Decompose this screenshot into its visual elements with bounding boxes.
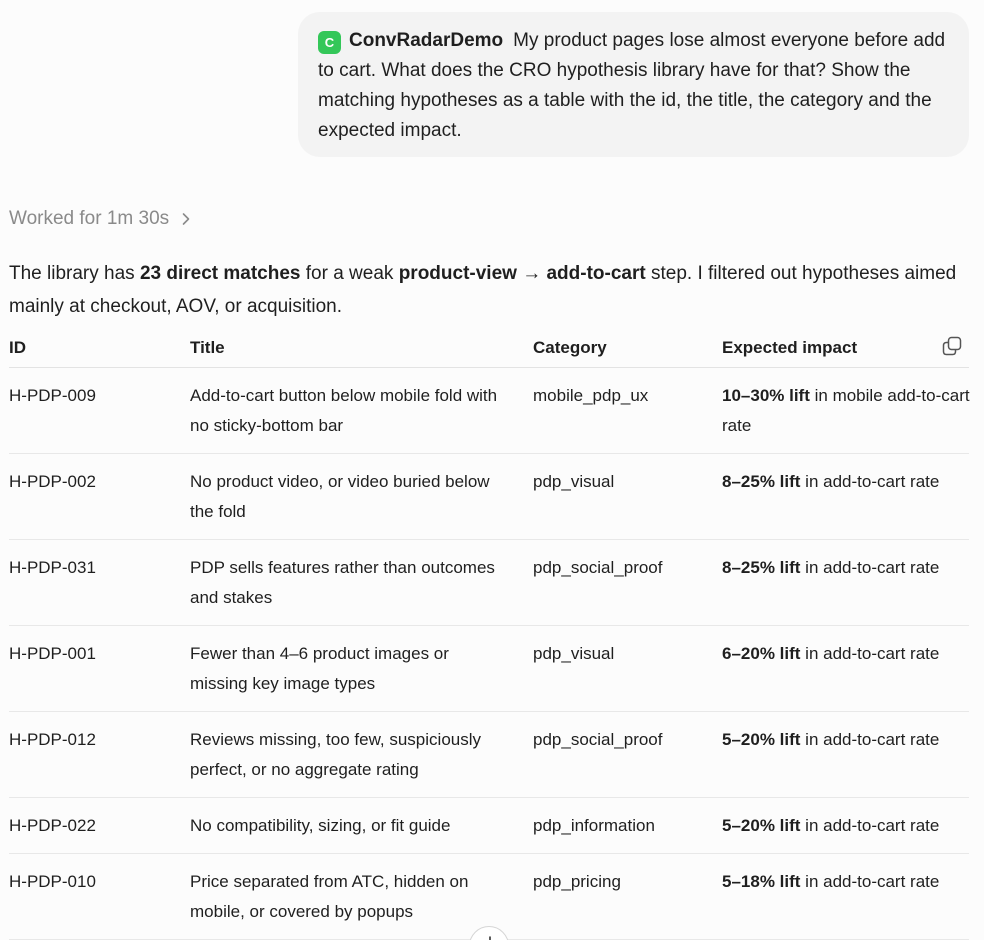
app-name: ConvRadarDemo bbox=[349, 30, 504, 51]
table-row bbox=[9, 712, 969, 798]
header-impact: Expected impact bbox=[722, 338, 858, 357]
table-row bbox=[9, 540, 969, 626]
table-header bbox=[9, 328, 969, 368]
cell-category: pdp_pricing bbox=[533, 872, 621, 891]
cell-category: pdp_information bbox=[533, 816, 655, 835]
header-category: Category bbox=[533, 338, 607, 357]
cell-category: pdp_social_proof bbox=[533, 558, 663, 577]
cell-impact bbox=[722, 867, 972, 897]
copy-icon[interactable] bbox=[941, 335, 963, 357]
impact-range: 5–20% lift bbox=[722, 816, 801, 835]
table-row bbox=[9, 454, 969, 540]
cell-impact bbox=[722, 553, 972, 583]
impact-metric: in add-to-cart rate bbox=[800, 730, 940, 749]
header-title: Title bbox=[190, 338, 225, 357]
arrow-down-icon bbox=[482, 935, 498, 940]
impact-range: 5–18% lift bbox=[722, 872, 801, 891]
intro-text-2: for a weak bbox=[300, 263, 399, 284]
cell-title: No product video, or video buried below the fold bbox=[190, 472, 490, 521]
cell-impact bbox=[722, 811, 972, 841]
hypotheses-table bbox=[9, 328, 969, 940]
impact-metric: in mobile add-to-cart rate bbox=[722, 386, 970, 435]
cell-id: H-PDP-031 bbox=[9, 558, 96, 577]
impact-range: 8–25% lift bbox=[722, 472, 801, 491]
impact-metric: in add-to-cart rate bbox=[800, 558, 940, 577]
cell-id: H-PDP-001 bbox=[9, 644, 96, 663]
intro-bold-matches: 23 direct matches bbox=[139, 263, 301, 284]
cell-title: Reviews missing, too few, suspiciously perfect, or no aggregate rating bbox=[190, 730, 482, 779]
assistant-intro-paragraph bbox=[9, 257, 969, 323]
cell-category: pdp_visual bbox=[533, 644, 615, 663]
cell-id: H-PDP-022 bbox=[9, 816, 96, 835]
intro-bold-step: product-view → add-to-cart bbox=[398, 263, 646, 284]
impact-metric: in add-to-cart rate bbox=[800, 872, 940, 891]
impact-range: 6–20% lift bbox=[722, 644, 801, 663]
intro-text-3: step. I filtered out hypotheses aimed mainly at checkout, AOV, or acquisition. bbox=[9, 263, 957, 317]
impact-range: 8–25% lift bbox=[722, 558, 801, 577]
user-message-bubble bbox=[298, 12, 969, 157]
table-row bbox=[9, 368, 969, 454]
user-message-text: My product pages lose almost everyone before add to cart. What does the CRO hypothesis library have for that? Show the matching hypotheses as a table with the id, the title, the category and the expected impact. bbox=[318, 30, 946, 141]
cell-title: No compatibility, sizing, or fit guide bbox=[190, 816, 451, 835]
cell-category: pdp_social_proof bbox=[533, 730, 663, 749]
cell-impact bbox=[722, 381, 972, 441]
app-mention-chip[interactable] bbox=[318, 26, 503, 56]
cell-title: PDP sells features rather than outcomes and stakes bbox=[190, 558, 495, 607]
cell-impact bbox=[722, 467, 972, 497]
table-row bbox=[9, 626, 969, 712]
cell-category: mobile_pdp_ux bbox=[533, 386, 649, 405]
cell-title: Add-to-cart button below mobile fold with no sticky-bottom bar bbox=[190, 386, 498, 435]
impact-metric: in add-to-cart rate bbox=[800, 644, 940, 663]
worked-for-toggle[interactable] bbox=[9, 208, 193, 230]
chevron-right-icon bbox=[179, 212, 193, 226]
cell-id: H-PDP-002 bbox=[9, 472, 96, 491]
cell-id: H-PDP-010 bbox=[9, 872, 96, 891]
impact-metric: in add-to-cart rate bbox=[800, 472, 940, 491]
cell-title: Fewer than 4–6 product images or missing key image types bbox=[190, 644, 449, 693]
cell-category: pdp_visual bbox=[533, 472, 615, 491]
impact-metric: in add-to-cart rate bbox=[800, 816, 940, 835]
cell-id: H-PDP-009 bbox=[9, 386, 96, 405]
impact-range: 5–20% lift bbox=[722, 730, 801, 749]
cell-impact bbox=[722, 639, 972, 669]
cell-title: Price separated from ATC, hidden on mobile, or covered by popups bbox=[190, 872, 469, 921]
header-id: ID bbox=[9, 338, 26, 357]
worked-for-label: Worked for 1m 30s bbox=[9, 208, 170, 229]
intro-text-1: The library has bbox=[9, 263, 140, 284]
cell-id: H-PDP-012 bbox=[9, 730, 96, 749]
app-logo-icon: C bbox=[318, 31, 341, 54]
impact-range: 10–30% lift bbox=[722, 386, 810, 405]
cell-impact bbox=[722, 725, 972, 755]
table-row bbox=[9, 798, 969, 854]
